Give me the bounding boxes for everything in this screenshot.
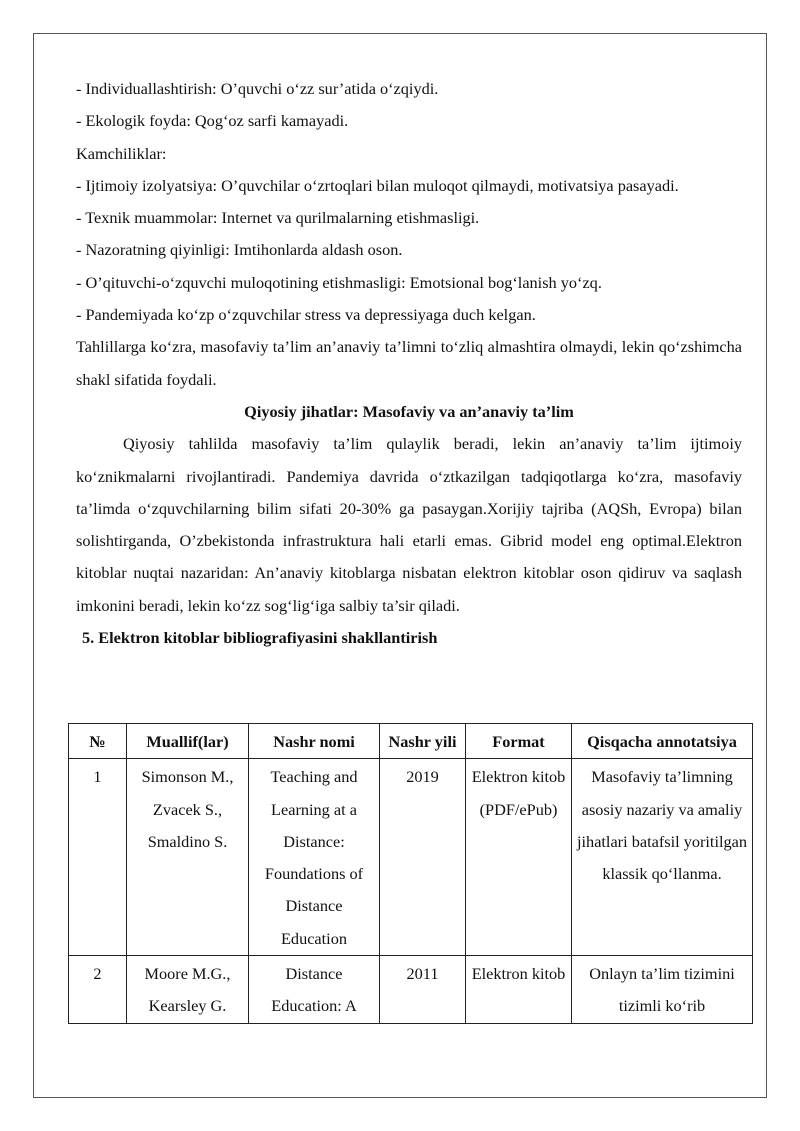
cell-authors: Simonson M., Zvacek S., Smaldino S. — [127, 759, 249, 956]
cell-number: 1 — [69, 759, 127, 956]
list-item-communication: - O’qituvchi-o‘zquvchi muloqotining etishmasligi: Emotsional bog‘lanish yo‘zq. — [76, 272, 602, 292]
cell-annotation: Onlayn ta’lim tizimini tizimli ko‘rib — [572, 956, 753, 1024]
comparison-paragraph: Qiyosiy tahlilda masofaviy ta’lim qulaylik beradi, lekin an’anaviy ta’lim ijtimoiy ko‘znikmalarni rivojlantiradi. Pandemiya davrida o‘ztkazilgan tadqiqotlarga ko‘zra, masofaviy ta’limda o‘zquvchilarning bilim sifati 20-30% ga pasaygan.Xorijiy tajriba (AQSh, Evropa) bilan solishtirganda, O’zbekistonda infrastruktura hali etarli emas. Gibrid model eng optimal.Elektron kitoblar nuqtai nazaridan: An’anaviy kitoblarga nisbatan elektron kitoblar oson qidiruv va saqlash imkonini beradi, lekin ko‘zz sog‘lig‘iga salbiy ta’sir qiladi. — [76, 434, 742, 615]
cell-title: Distance Education: A — [249, 956, 380, 1024]
header-year: Nashr yili — [380, 724, 466, 759]
section-5-heading: 5. Elektron kitoblar bibliografiyasini shakllantirish — [82, 628, 438, 648]
list-item-social-isolation: - Ijtimoiy izolyatsiya: O’quvchilar o‘zrtoqlari bilan muloqot qilmaydi, motivatsiya pasayadi. — [76, 175, 679, 195]
comparison-heading: Qiyosiy jihatlar: Masofaviy va an’anaviy ta’lim — [244, 401, 574, 421]
subheading-drawbacks: Kamchiliklar: — [76, 143, 167, 163]
table-row — [69, 759, 753, 956]
cell-annotation: Masofaviy ta’limning asosiy nazariy va amaliy jihatlari batafsil yoritilgan klassik qo‘llanma. — [572, 759, 753, 956]
header-number: № — [69, 724, 127, 759]
header-authors: Muallif(lar) — [127, 724, 249, 759]
header-format: Format — [466, 724, 572, 759]
conclusion-paragraph: Tahlillarga ko‘zra, masofaviy ta’lim an’anaviy ta’limni to‘zliq almashtira olmaydi, lekin qo‘zshimcha shakl sifatida foydali. — [76, 337, 742, 389]
cell-year: 2011 — [380, 956, 466, 1024]
document-body — [76, 73, 742, 654]
cell-title: Teaching and Learning at a Distance: Foundations of Distance Education — [249, 759, 380, 956]
cell-number: 2 — [69, 956, 127, 1024]
list-item-individualization: - Individuallashtirish: O’quvchi o‘zz sur’atida o‘zqiydi. — [76, 79, 439, 98]
list-item-technical: - Texnik muammolar: Internet va qurilmalarning etishmasligi. — [76, 208, 480, 228]
cell-format: Elektron kitob — [466, 956, 572, 1024]
list-item-ecological: - Ekologik foyda: Qog‘oz sarfi kamayadi. — [76, 111, 349, 131]
header-title: Nashr nomi — [249, 724, 380, 759]
cell-format: Elektron kitob (PDF/ePub) — [466, 759, 572, 956]
table-row — [69, 956, 753, 1024]
list-item-control: - Nazoratning qiyinligi: Imtihonlarda aldash oson. — [76, 240, 403, 260]
cell-year: 2019 — [380, 759, 466, 956]
bibliography-table — [68, 723, 753, 1024]
cell-authors: Moore M.G., Kearsley G. — [127, 956, 249, 1024]
list-item-pandemic: - Pandemiyada ko‘zp o‘zquvchilar stress va depressiyaga duch kelgan. — [76, 305, 536, 325]
table-header-row — [69, 724, 753, 759]
header-annotation: Qisqacha annotatsiya — [572, 724, 753, 759]
